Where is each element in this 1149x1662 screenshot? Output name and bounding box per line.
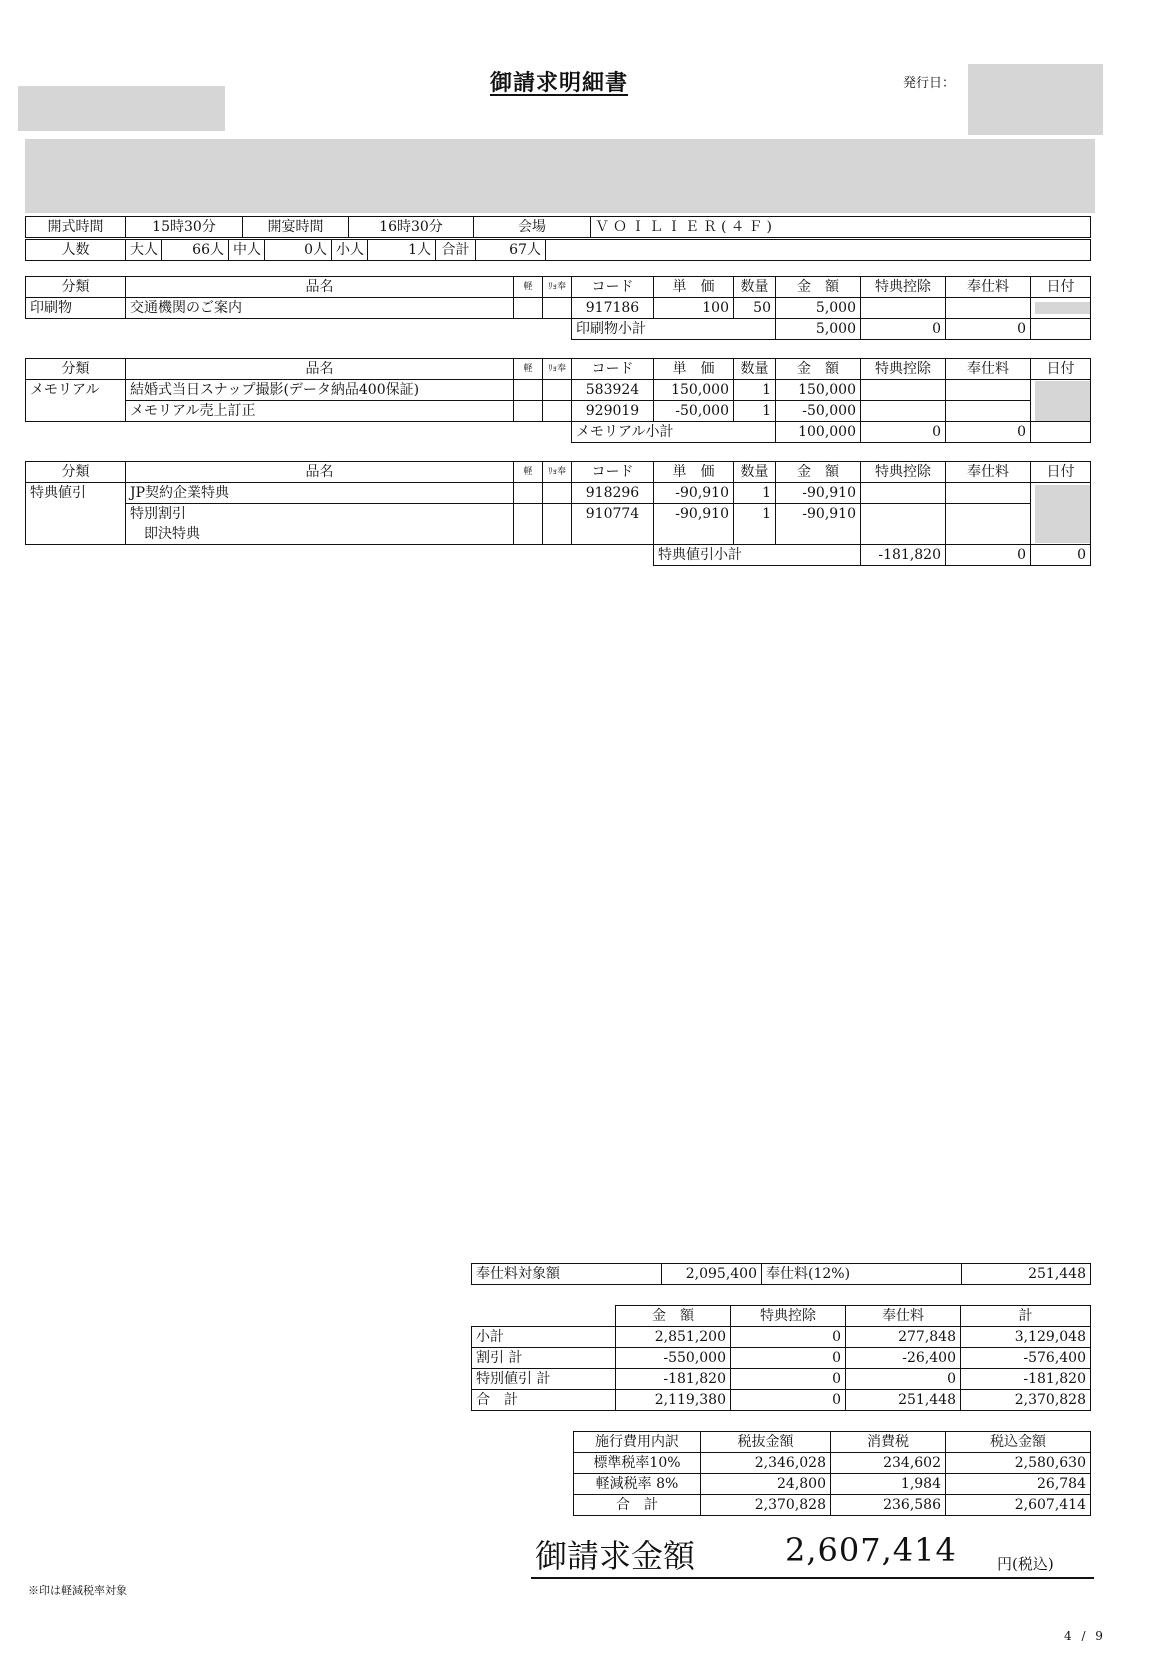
quantity: 1 (734, 483, 776, 504)
service-rate-label: 奉仕料(12%) (762, 1264, 962, 1285)
amount: 5,000 (776, 298, 861, 319)
item-name: 特別割引 (126, 504, 514, 525)
section-table-memorial (25, 358, 1091, 443)
col-ryo-hou: ﾘｮ奉 (543, 462, 572, 483)
reception-time-label: 開宴時間 (243, 217, 349, 238)
subtotal-amount: 5,000 (776, 319, 861, 340)
date-cell (1031, 483, 1091, 545)
summary-label: 割引 計 (472, 1348, 616, 1369)
item-code: 583924 (572, 380, 654, 401)
summary-amount: 2,851,200 (616, 1327, 731, 1348)
col-reduced: 軽 (514, 359, 543, 380)
tax-amount: 1,984 (831, 1474, 946, 1495)
summary-row (472, 1348, 1091, 1369)
col-unit-price: 単 価 (654, 462, 734, 483)
category-cell: 印刷物 (26, 298, 126, 319)
table-row (26, 483, 1091, 504)
category-cell: メモリアル (26, 380, 126, 422)
col-code: コード (572, 462, 654, 483)
page-title: 御請求明細書 (490, 70, 629, 96)
col-unit-price: 単 価 (654, 277, 734, 298)
summary-label: 特別値引 計 (472, 1369, 616, 1390)
table-row (26, 524, 1091, 545)
tax-label: 合 計 (574, 1495, 701, 1516)
item-code: 910774 (572, 504, 654, 525)
tax-col-tax: 消費税 (831, 1432, 946, 1453)
summary-total: -181,820 (961, 1369, 1091, 1390)
section-table-discount (25, 461, 1091, 566)
summary-benefit: 0 (731, 1390, 846, 1411)
grand-total-value: 2,607,414 (785, 1531, 957, 1569)
page-number: 4 / 9 (1064, 1629, 1106, 1643)
col-item: 品名 (126, 359, 514, 380)
subtotal-benefit: 0 (946, 545, 1031, 566)
col-service: 奉仕料 (946, 277, 1031, 298)
summary-amount: 2,119,380 (616, 1390, 731, 1411)
col-qty: 数量 (734, 462, 776, 483)
tax-pretax: 2,346,028 (701, 1453, 831, 1474)
col-category: 分類 (26, 462, 126, 483)
col-item: 品名 (126, 462, 514, 483)
item-code: 918296 (572, 483, 654, 504)
middle-label: 中人 (229, 240, 265, 261)
total-label: 合計 (436, 240, 476, 261)
col-ryo-hou: ﾘｮ奉 (543, 359, 572, 380)
col-unit-price: 単 価 (654, 359, 734, 380)
summary-benefit: 0 (731, 1369, 846, 1390)
col-service: 奉仕料 (946, 359, 1031, 380)
summary-col-service: 奉仕料 (846, 1306, 961, 1327)
tax-breakdown-table (573, 1431, 1091, 1516)
tax-total: 26,784 (946, 1474, 1091, 1495)
column-header-row (26, 359, 1091, 380)
col-date: 日付 (1031, 359, 1091, 380)
summary-benefit: 0 (731, 1327, 846, 1348)
tax-row (574, 1453, 1091, 1474)
summary-table (471, 1305, 1091, 1411)
tax-amount: 234,602 (831, 1453, 946, 1474)
middle-count: 0人 (265, 240, 332, 261)
column-header-row (26, 462, 1091, 483)
quantity: 50 (734, 298, 776, 319)
redacted-date (1035, 302, 1091, 314)
subtotal-amount: 100,000 (776, 422, 861, 443)
tax-amount: 236,586 (831, 1495, 946, 1516)
summary-col-total: 計 (961, 1306, 1091, 1327)
col-reduced: 軽 (514, 462, 543, 483)
col-amount: 金 額 (776, 462, 861, 483)
unit-price: -90,910 (654, 483, 734, 504)
tax-header-row (574, 1432, 1091, 1453)
tax-col-total: 税込金額 (946, 1432, 1091, 1453)
ryo-hou-cell (543, 298, 572, 319)
table-row (26, 298, 1091, 319)
col-reduced: 軽 (514, 277, 543, 298)
amount: -50,000 (776, 401, 861, 422)
item-name: 結婚式当日スナップ撮影(データ納品400保証) (126, 380, 514, 401)
subtotal-row (26, 545, 1091, 566)
date-cell (1031, 380, 1091, 422)
table-row (26, 380, 1091, 401)
guests-label: 人数 (26, 240, 126, 261)
summary-amount: -550,000 (616, 1348, 731, 1369)
tax-col-breakdown: 施行費用内訳 (574, 1432, 701, 1453)
amount: -90,910 (776, 504, 861, 525)
item-code: 929019 (572, 401, 654, 422)
amount: -90,910 (776, 483, 861, 504)
grand-total-unit: 円(税込) (997, 1555, 1054, 1573)
summary-col-benefit: 特典控除 (731, 1306, 846, 1327)
guest-count-spacer (546, 240, 1091, 261)
redacted-date (1035, 381, 1091, 421)
category-cell: 特典値引 (26, 483, 126, 545)
col-date: 日付 (1031, 277, 1091, 298)
col-benefit: 特典控除 (861, 462, 946, 483)
item-name: メモリアル売上訂正 (126, 401, 514, 422)
tax-pretax: 2,370,828 (701, 1495, 831, 1516)
subtotal-row (26, 319, 1091, 340)
service-charge-table (471, 1263, 1091, 1285)
table-row (26, 504, 1091, 525)
redacted-date (1035, 485, 1091, 543)
summary-amount: -181,820 (616, 1369, 731, 1390)
tax-label: 軽減税率 8% (574, 1474, 701, 1495)
summary-benefit: 0 (731, 1348, 846, 1369)
subtotal-service: 0 (1031, 545, 1091, 566)
total-count: 67人 (476, 240, 546, 261)
quantity: 1 (734, 504, 776, 525)
subtotal-benefit: 0 (861, 422, 946, 443)
summary-service: 277,848 (846, 1327, 961, 1348)
summary-label: 合 計 (472, 1390, 616, 1411)
subtotal-row (26, 422, 1091, 443)
col-category: 分類 (26, 277, 126, 298)
summary-label: 小計 (472, 1327, 616, 1348)
guest-count-table (25, 239, 1091, 261)
quantity: 1 (734, 380, 776, 401)
summary-total: -576,400 (961, 1348, 1091, 1369)
col-code: コード (572, 359, 654, 380)
item-code: 917186 (572, 298, 654, 319)
col-item: 品名 (126, 277, 514, 298)
summary-service: -26,400 (846, 1348, 961, 1369)
tax-col-pretax: 税抜金額 (701, 1432, 831, 1453)
col-amount: 金 額 (776, 359, 861, 380)
subtotal-service: 0 (946, 319, 1031, 340)
ceremony-time: 15時30分 (126, 217, 243, 238)
redacted-customer-name (18, 86, 225, 131)
amount: 150,000 (776, 380, 861, 401)
adult-count: 66人 (162, 240, 229, 261)
col-amount: 金 額 (776, 277, 861, 298)
reduced-cell (514, 298, 543, 319)
event-info-table (25, 216, 1091, 238)
service-target-label: 奉仕料対象額 (472, 1264, 662, 1285)
tax-total: 2,607,414 (946, 1495, 1091, 1516)
col-code: コード (572, 277, 654, 298)
section-table-printed (25, 276, 1091, 340)
tax-row (574, 1495, 1091, 1516)
summary-col-amount: 金 額 (616, 1306, 731, 1327)
quantity: 1 (734, 401, 776, 422)
summary-row (472, 1327, 1091, 1348)
issue-date-label: 発行日： (903, 76, 956, 91)
reception-time: 16時30分 (349, 217, 474, 238)
unit-price: -90,910 (654, 504, 734, 525)
subtotal-amount: -181,820 (861, 545, 946, 566)
col-service: 奉仕料 (946, 462, 1031, 483)
summary-row (472, 1390, 1091, 1411)
child-label: 小人 (332, 240, 368, 261)
service-target-amount: 2,095,400 (662, 1264, 762, 1285)
tax-pretax: 24,800 (701, 1474, 831, 1495)
column-header-row (26, 277, 1091, 298)
item-name: 即決特典 (126, 524, 514, 545)
tax-row (574, 1474, 1091, 1495)
col-ryo-hou: ﾘｮ奉 (543, 277, 572, 298)
unit-price: 100 (654, 298, 734, 319)
col-category: 分類 (26, 359, 126, 380)
summary-total: 3,129,048 (961, 1327, 1091, 1348)
table-row (26, 401, 1091, 422)
subtotal-label: 特典値引小計 (654, 545, 861, 566)
child-count: 1人 (368, 240, 436, 261)
ceremony-time-label: 開式時間 (26, 217, 126, 238)
summary-row (472, 1369, 1091, 1390)
subtotal-benefit: 0 (861, 319, 946, 340)
subtotal-service: 0 (946, 422, 1031, 443)
subtotal-label: メモリアル小計 (572, 422, 776, 443)
summary-service: 251,448 (846, 1390, 961, 1411)
item-name: 交通機関のご案内 (126, 298, 514, 319)
tax-label: 標準税率10% (574, 1453, 701, 1474)
item-name: JP契約企業特典 (126, 483, 514, 504)
benefit-cell (861, 298, 946, 319)
unit-price: -50,000 (654, 401, 734, 422)
col-date: 日付 (1031, 462, 1091, 483)
col-benefit: 特典控除 (861, 359, 946, 380)
venue-name: ＶＯＩＬＩＥＲ(４Ｆ) (591, 217, 1091, 238)
unit-price: 150,000 (654, 380, 734, 401)
grand-total-underline (531, 1577, 1094, 1579)
service-charge-amount: 251,448 (962, 1264, 1091, 1285)
col-benefit: 特典控除 (861, 277, 946, 298)
tax-total: 2,580,630 (946, 1453, 1091, 1474)
col-qty: 数量 (734, 359, 776, 380)
venue-label: 会場 (474, 217, 591, 238)
summary-header-row (472, 1306, 1091, 1327)
redacted-address-block (25, 139, 1095, 213)
date-cell (1031, 298, 1091, 319)
col-qty: 数量 (734, 277, 776, 298)
redacted-issue-date (968, 64, 1103, 135)
subtotal-label: 印刷物小計 (572, 319, 776, 340)
summary-service: 0 (846, 1369, 961, 1390)
footnote: ※印は軽減税率対象 (28, 1584, 127, 1597)
summary-total: 2,370,828 (961, 1390, 1091, 1411)
service-cell (946, 298, 1031, 319)
grand-total-label: 御請求金額 (535, 1537, 696, 1575)
adult-label: 大人 (126, 240, 162, 261)
